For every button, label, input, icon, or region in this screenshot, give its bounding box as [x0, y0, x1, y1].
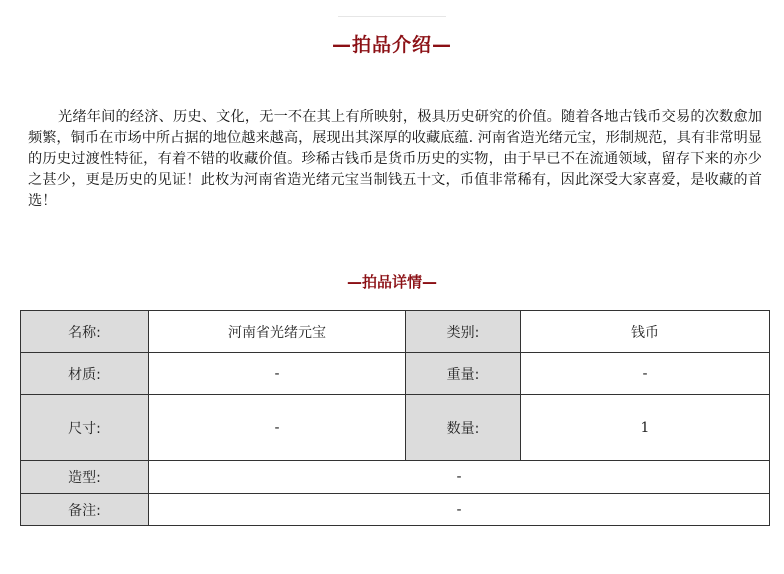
size-label: 尺寸: — [21, 395, 149, 461]
remarks-label: 备注: — [21, 494, 149, 526]
weight-value: - — [521, 353, 770, 395]
quantity-value: 1 — [521, 395, 770, 461]
details-heading: —拍品详情— — [346, 273, 437, 291]
table-row — [21, 461, 770, 494]
table-row — [21, 353, 770, 395]
weight-label: 重量: — [406, 353, 521, 395]
material-label: 材质: — [21, 353, 149, 395]
top-divider — [338, 16, 446, 17]
details-table — [20, 310, 770, 526]
table-row — [21, 311, 770, 353]
category-label: 类别: — [406, 311, 521, 353]
name-label: 名称: — [21, 311, 149, 353]
remarks-value: - — [149, 494, 770, 526]
quantity-label: 数量: — [406, 395, 521, 461]
shape-value: - — [149, 461, 770, 494]
name-value: 河南省光绪元宝 — [149, 311, 406, 353]
table-row — [21, 395, 770, 461]
category-value: 钱币 — [521, 311, 770, 353]
intro-heading: —拍品介绍— — [331, 34, 452, 56]
intro-paragraph: 光绪年间的经济、历史、文化，无一不在其上有所映射，极具历史研究的价值。随着各地古钱币交易的次数愈加频繁，铜币在市场中所占据的地位越来越高，展现出其深厚的收藏底蕴. 河南省造光绪元宝，形制规范，具有非常明显的历史过渡性特征，有着不错的收藏价值。珍稀古钱币是货币历史的实物，由于早已不在流通领域，留存下来的亦少之甚少，更是历史的见证！此枚为河南省造光绪元宝当制钱五十文，币值非常稀有，因此深受大家喜爱，是收藏的首选！ — [28, 109, 762, 209]
size-value: - — [149, 395, 406, 461]
shape-label: 造型: — [21, 461, 149, 494]
table-row — [21, 494, 770, 526]
material-value: - — [149, 353, 406, 395]
